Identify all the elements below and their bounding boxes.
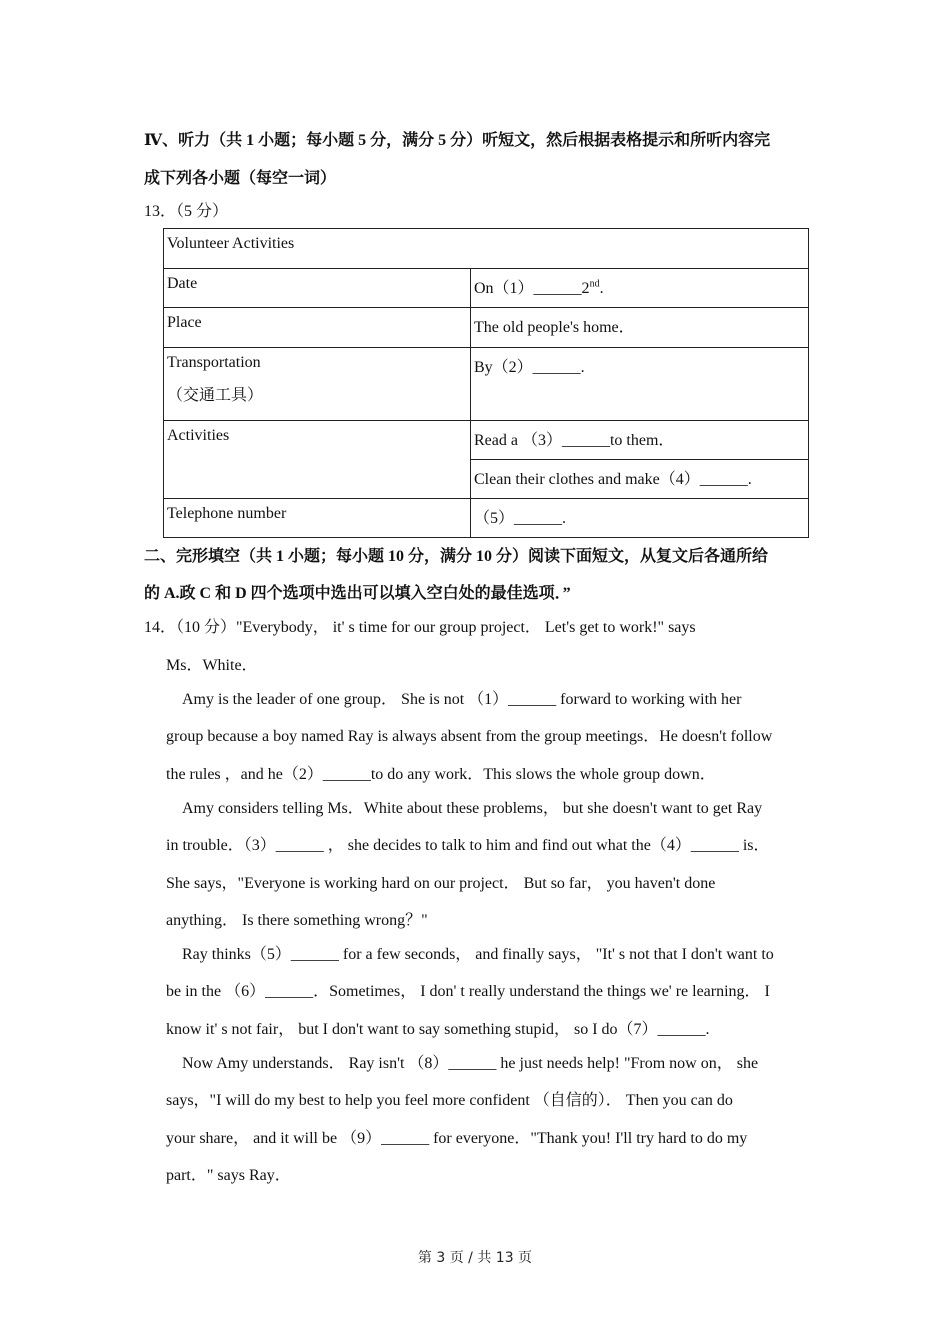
section2-heading-line2: 的 A.政 C 和 D 四个选项中选出可以填入空白处的最佳选项．” xyxy=(144,585,571,602)
passage-line: anything． Is there something wrong？" xyxy=(166,912,428,929)
section4-heading-line1: Ⅳ、听力（共 1 小题；每小题 5 分，满分 5 分）听短文，然后根据表格提示和所听内容完 xyxy=(144,132,771,149)
activities-label: Activities xyxy=(164,421,471,499)
passage-line: 14．（10 分）"Everybody， it' s time for our group project． Let's get to work!" says xyxy=(144,619,696,636)
passage-line: She says，"Everyone is working hard on our project． But so far， you haven't done xyxy=(166,875,716,892)
passage-line: in trouble．（3）______ ， she decides to talk to him and find out what the（4）______ is． xyxy=(166,837,770,854)
phone-label: Telephone number xyxy=(164,499,471,538)
passage-line: the rules ，and he（2）______to do any work．This slows the whole group down． xyxy=(166,766,716,783)
passage-line: your share， and it will be （9）______ for everyone．"Thank you! I'll try hard to do my xyxy=(166,1130,748,1147)
table-title: Volunteer Activities xyxy=(164,229,809,269)
passage-line: part．" says Ray． xyxy=(166,1167,291,1184)
passage-line: Ray thinks（5）______ for a few seconds， and finally says， "It' s not that I don't want to xyxy=(182,946,774,963)
passage-line: be in the （6）______．Sometimes， I don' t really understand the things we' re learning． I xyxy=(166,983,770,1000)
passage-line: Now Amy understands． Ray isn't （8）______ he just needs help! "From now on， she xyxy=(182,1055,759,1072)
transport-label: Transportation （交通工具） xyxy=(164,348,471,421)
section4-heading-line2: 成下列各小题（每空一词） xyxy=(144,170,337,187)
volunteer-activities-table xyxy=(163,228,809,538)
place-value: The old people's home． xyxy=(471,308,809,348)
activity-1: Read a （3）______to them． xyxy=(471,421,809,460)
question-13-header: 13．（5 分） xyxy=(144,203,229,220)
section2-heading-line1: 二、完形填空（共 1 小题；每小题 10 分，满分 10 分）阅读下面短文，从复文后各通所给 xyxy=(144,548,769,565)
passage-line: Amy considers telling Ms．White about these problems， but she doesn't want to get Ray xyxy=(182,800,763,817)
transport-value: By（2）______. xyxy=(471,348,809,421)
page-footer: 第 3 页 / 共 13 页 xyxy=(417,1250,533,1266)
passage-line: group because a boy named Ray is always absent from the group meetings．He doesn't follow xyxy=(166,728,773,745)
passage-line: Ms．White． xyxy=(166,657,258,674)
date-label: Date xyxy=(164,269,471,308)
activity-2: Clean their clothes and make（4）______. xyxy=(471,460,809,499)
passage-line: know it' s not fair， but I don't want to say something stupid， so I do（7）______. xyxy=(166,1021,710,1038)
date-value: On（1）______2nd. xyxy=(471,269,809,308)
phone-value: （5）______. xyxy=(471,499,809,538)
passage-line: says，"I will do my best to help you feel more confident （自信的）． Then you can do xyxy=(166,1092,733,1109)
passage-line: Amy is the leader of one group． She is not （1）______ forward to working with her xyxy=(182,691,742,708)
place-label: Place xyxy=(164,308,471,348)
